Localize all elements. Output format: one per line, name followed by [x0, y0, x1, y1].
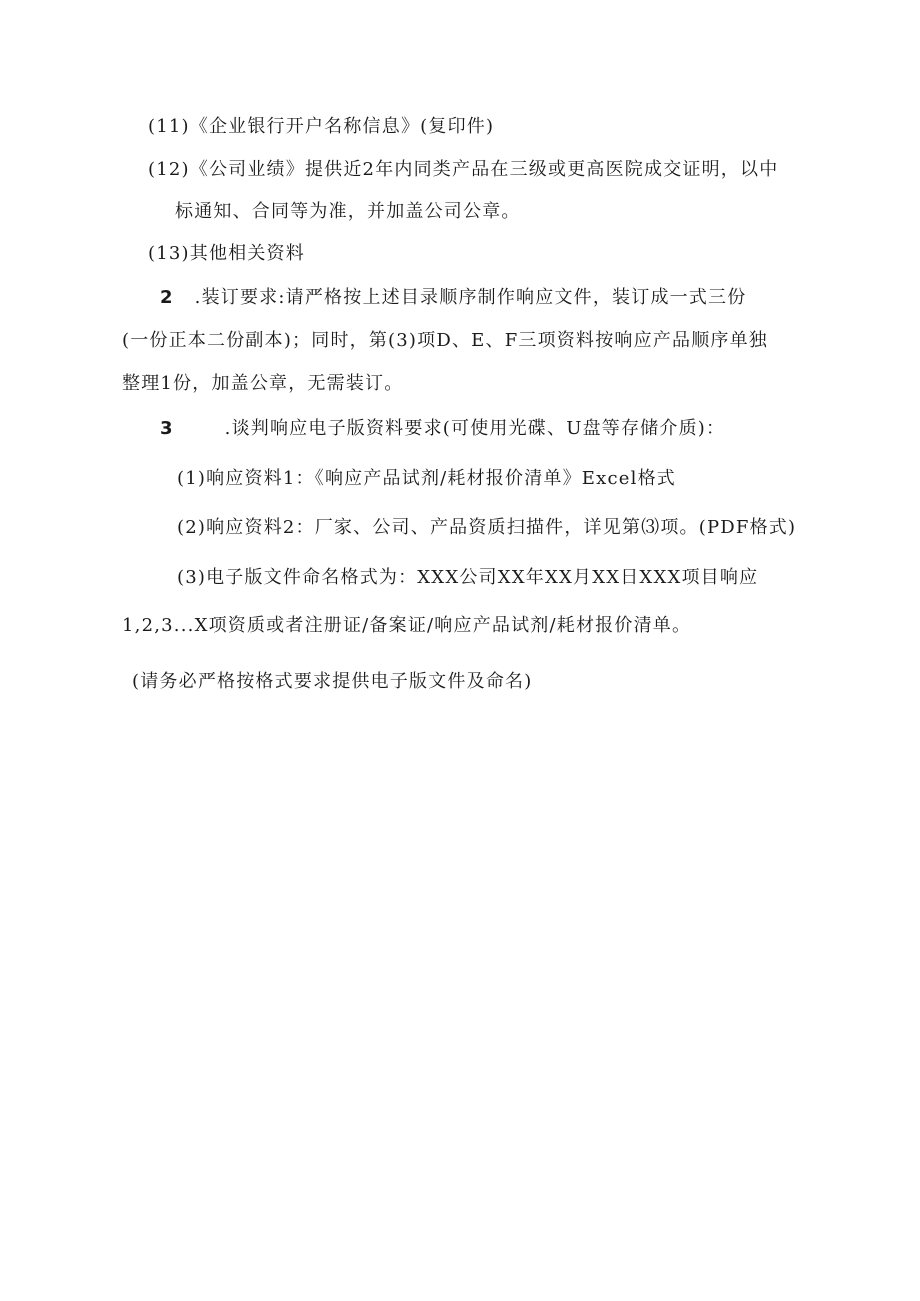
list-item-12-line-1: (12)《公司业绩》提供近2年内同类产品在三级或更高医院成交证明，以中 — [148, 159, 779, 180]
section-3-heading — [160, 417, 725, 441]
closing-note: (请务必严格按格式要求提供电子版文件及命名) — [132, 671, 533, 692]
list-item-13: (13)其他相关资料 — [148, 243, 305, 264]
section-3-sub-3-line-1: (3)电子版文件命名格式为：XXX公司XX年XX月XX日XXX项目响应 — [177, 567, 759, 588]
section-3-sub-3-line-2: 1,2,3...X项资质或者注册证/备案证/响应产品试剂/耗材报价清单。 — [122, 615, 692, 636]
list-item-12-line-2: 标通知、合同等为准，并加盖公司公章。 — [175, 201, 521, 222]
section-3-sub-1: (1)响应资料1：《响应产品试剂/耗材报价清单》Excel格式 — [177, 468, 676, 489]
section-3-sub-2: (2)响应资料2：厂家、公司、产品资质扫描件，详见第⑶项。(PDF格式) — [177, 517, 797, 538]
list-item-11: (11)《企业银行开户名称信息》(复印件) — [148, 116, 495, 137]
section-2-line-3: 整理1份，加盖公章，无需装订。 — [122, 373, 404, 394]
section-2-line-2: (一份正本二份副本)；同时，第(3)项D、E、F三项资料按响应产品顺序单独 — [122, 330, 768, 351]
section-3-number: 3 — [160, 418, 174, 439]
section-2-line-1: .装订要求:请严格按上述目录顺序制作响应文件，装订成一式三份 — [194, 287, 747, 308]
section-3-line-1: .谈判响应电子版资料要求(可使用光碟、U盘等存储介质)： — [224, 418, 726, 439]
section-2-heading — [160, 286, 746, 310]
section-2-number: 2 — [160, 287, 174, 308]
